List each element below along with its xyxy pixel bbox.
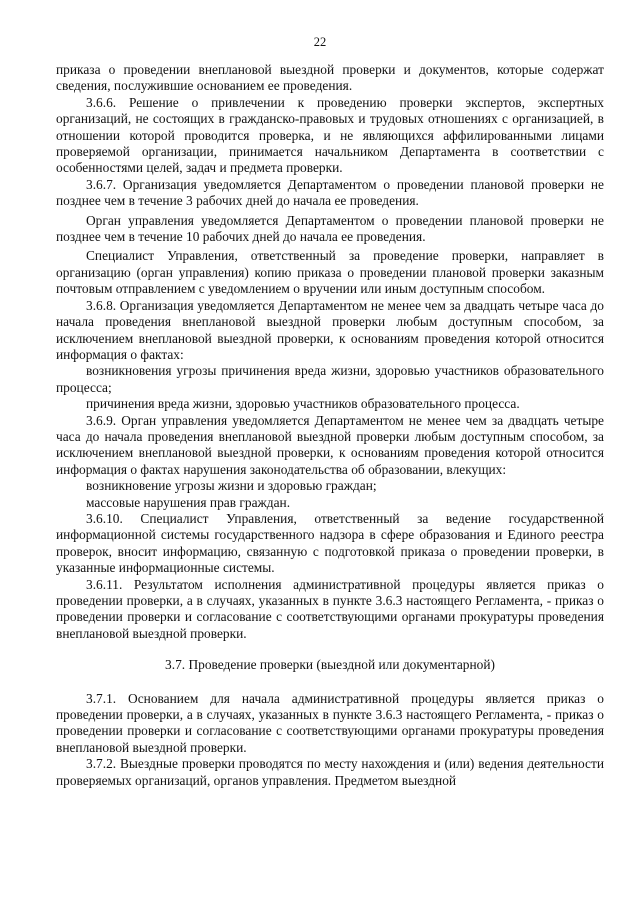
- paragraph-3-6-6: 3.6.6. Решение о привлечении к проведению проверки экспертов, экспертных организаций, не состоящих в гражданско-правовых и трудовых отношениях с организацией, в отношении которой проводится проверка, и не являющихся аффилированными лицами проверяемой организации, принимается начальником Департамента в соответствии с особенностями целей, задач и предмета проверки.: [56, 94, 604, 176]
- paragraph-3-6-7: 3.6.7. Организация уведомляется Департаментом о проведении плановой проверки не позднее чем в течение 3 рабочих дней до начала ее проведения.: [56, 176, 604, 209]
- paragraph: Орган управления уведомляется Департаментом о проведении плановой проверки не позднее чем в течение 10 рабочих дней до начала ее проведения.: [56, 212, 604, 245]
- page-number: 22: [313, 35, 327, 49]
- paragraph-3-6-9: 3.6.9. Орган управления уведомляется Департаментом не менее чем за двадцать четыре часа до начала проведения внеплановой выездной проверки любым доступным способом, за исключением внеплановой выездной проверки, к основаниям проведения которой относится информация о фактах нарушения законодательства об образовании, влекущих:: [56, 412, 604, 477]
- paragraph-3-6-11: 3.6.11. Результатом исполнения административной процедуры является приказ о проведении проверки, а в случаях, указанных в пункте 3.6.3 настоящего Регламента, - приказ о проведении проверки и согласование с соответствующими органами прокуратуры проведения внеплановой выездной проверки.: [56, 576, 604, 641]
- paragraph-3-6-10: 3.6.10. Специалист Управления, ответственный за ведение государственной информационной системы государственного надзора в сфере образования и Единого реестра проверок, вносит информацию, связанную с подготовкой приказа о проведении проверки, в указанные информационные системы.: [56, 510, 604, 576]
- paragraph: массовые нарушения прав граждан.: [86, 494, 291, 510]
- paragraph: возникновения угрозы причинения вреда жизни, здоровью участников образовательного процесса;: [56, 363, 604, 395]
- paragraph: Специалист Управления, ответственный за проведение проверки, направляет в организацию (орган управления) копию приказа о проведении плановой проверки заказным почтовым отправлением с уведомлением о вручении или иным доступным способом.: [56, 248, 604, 297]
- document-body: [56, 62, 604, 789]
- paragraph-3-6-8: 3.6.8. Организация уведомляется Департаментом не менее чем за двадцать четыре часа до начала проведения внеплановой выездной проверки любым доступным способом, за исключением внеплановой выездной проверки, к основаниям проведения которой относится информация о фактах:: [56, 297, 604, 362]
- paragraph-3-7-2: 3.7.2. Выездные проверки проводятся по месту нахождения и (или) ведения деятельности проверяемых организаций, органов управления. Предметом выездной: [56, 756, 604, 788]
- paragraph: приказа о проведении внеплановой выездной проверки и документов, которые содержат сведения, послужившие основанием ее проведения.: [56, 62, 604, 94]
- paragraph: возникновение угрозы жизни и здоровью граждан;: [86, 478, 377, 494]
- section-heading: 3.7. Проведение проверки (выездной или документарной): [165, 657, 495, 673]
- paragraph-3-7-1: 3.7.1. Основанием для начала административной процедуры является приказ о проведении проверки, а в случаях, указанных в пункте 3.6.3 настоящего Регламента, - приказ о проведении проверки и согласование с соответствующими органами прокуратуры проведения внеплановой выездной проверки.: [56, 690, 604, 755]
- paragraph: причинения вреда жизни, здоровью участников образовательного процесса.: [86, 396, 520, 412]
